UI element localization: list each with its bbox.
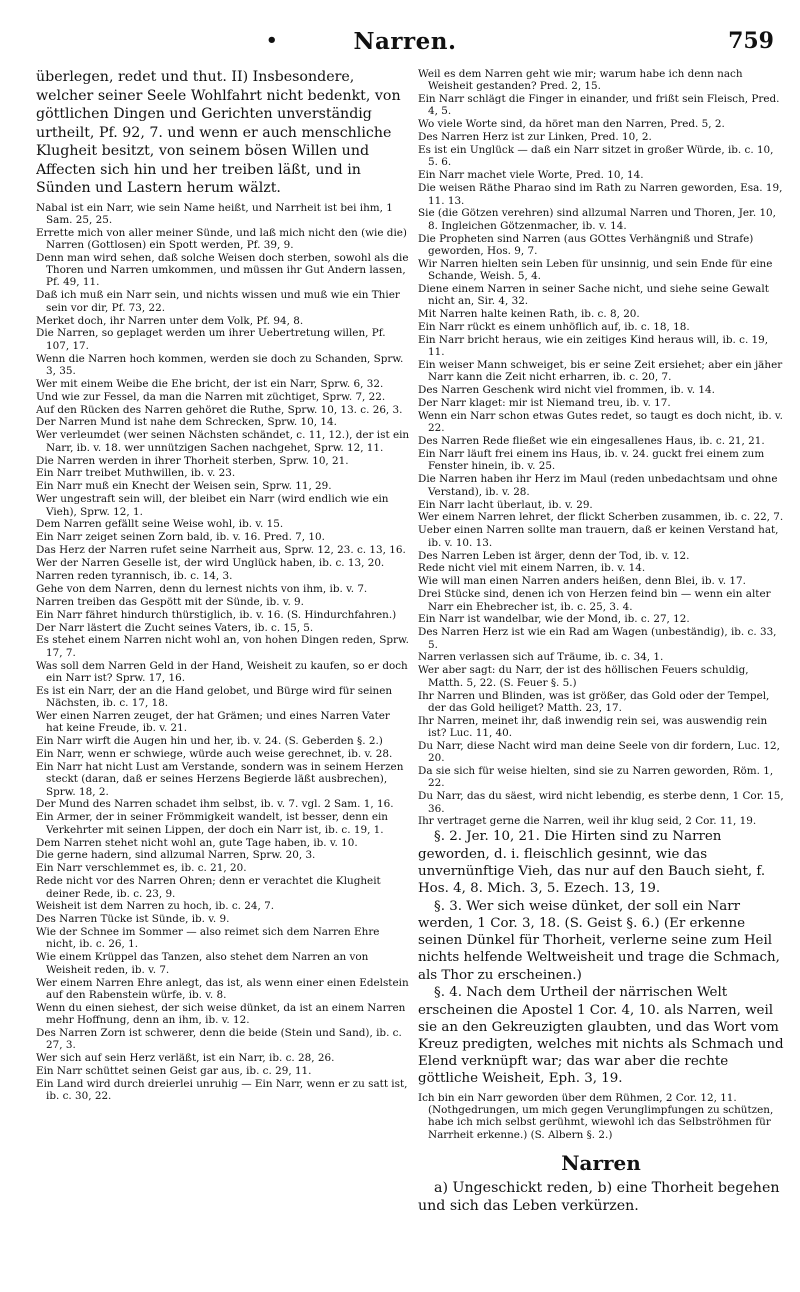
citation-entry: Wie der Schnee im Sommer — also reimet sich dem Narren Ehre nicht, ib. c. 26, 1. xyxy=(36,926,380,951)
citation-entry: Ich bin ein Narr geworden über dem Rühmen, 2 Cor. 12, 11. (Nothgedrungen, um mich gegen Verunglimpfungen zu schützen, habe ich mich selbst gerühmt, wiewohl ich das Selbströhmen für Narrheit erkenne.) (S. Albern §. 2.) xyxy=(418,1091,774,1141)
citation-entry: Die Narren, so geplaget werden um ihrer Uebertretung willen, Pf. 107, 17. xyxy=(36,327,386,352)
citation-entry: Ihr vertraget gerne die Narren, weil ihr klug seid, 2 Cor. 11, 19. xyxy=(418,815,757,828)
citation-entry: Ueber einen Narren sollte man trauern, daß er keinen Verstand hat, ib. v. 10. 13. xyxy=(418,524,779,549)
citation-entry: Nabal ist ein Narr, wie sein Name heißt, und Narrheit ist bei ihm, 1 Sam. 25, 25. xyxy=(36,201,393,226)
citation-entry: Was soll dem Narren Geld in der Hand, Weisheit zu kaufen, so er doch ein Narr ist? Sprw. 17, 16. xyxy=(36,659,408,684)
citation-entry: Des Narren Geschenk wird nicht viel frommen, ib. v. 14. xyxy=(418,384,715,397)
citation-entry: Ein Narr ist wandelbar, wie der Mond, ib. c. 27, 12. xyxy=(418,613,690,626)
citation-entry: Ein weiser Mann schweiget, bis er seine Zeit ersiehet; aber ein jäher Narr kann die Zeit nicht erharren, ib. c. 20, 7. xyxy=(418,359,783,384)
section-paragraph: §. 4. Nach dem Urtheil der närrischen Welt erscheinen die Apostel 1 Cor. 4, 10. als Narren, weil sie an den Gekreuzigten glaubten, und das Wort vom Kreuz predigten, welches mit nichts als Schmach und Elend verknüpft war; das war aber die rechte göttliche Weisheit, Eph. 3, 19. xyxy=(418,985,784,1087)
citation-entry: Des Narren Rede fließet wie ein eingesallenes Haus, ib. c. 21, 21. xyxy=(418,435,765,448)
citation-entry: Des Narren Zorn ist schwerer, denn die beide (Stein und Sand), ib. c. 27, 3. xyxy=(36,1026,402,1052)
citation-entry: Der Mund des Narren schadet ihm selbst, ib. v. 7. vgl. 2 Sam. 1, 16. xyxy=(36,798,394,811)
citation-entry: Du Narr, diese Nacht wird man deine Seele von dir fordern, Luc. 12, 20. xyxy=(418,739,780,765)
citation-entry: Weisheit ist dem Narren zu hoch, ib. c. 24, 7. xyxy=(36,900,275,913)
citation-entry: Wenn du einen siehest, der sich weise dünket, da ist an einem Narren mehr Hoffnung, denn an ihm, ib. v. 12. xyxy=(36,1001,406,1027)
citation-entry: Denn man wird sehen, daß solche Weisen doch sterben, sowohl als die Thoren und Narren umkommen, und müssen ihr Gut Andern lassen, Pf. 49, 11. xyxy=(36,251,409,289)
citation-entry: Du Narr, das du säest, wird nicht lebendig, es sterbe denn, 1 Cor. 15, 36. xyxy=(418,790,784,815)
citation-entry: Ein Narr machet viele Worte, Pred. 10, 14. xyxy=(418,169,644,182)
page-header xyxy=(36,28,774,60)
citation-entry: Narren verlassen sich auf Träume, ib. c. 34, 1. xyxy=(418,651,664,664)
citation-entry: Ein Narr bricht heraus, wie ein zeitiges Kind heraus will, ib. c. 19, 11. xyxy=(418,333,769,359)
citation-entry: Der Narr lästert die Zucht seines Vaters, ib. c. 15, 5. xyxy=(36,621,314,634)
citation-entry: Wer verleumdet (wer seinen Nächsten schändet, c. 11, 12.), der ist ein Narr, ib. v. 18. wer unnützigen Sachen nachgehet, Sprw. 12, 11. xyxy=(36,429,410,454)
citation-entry: Dem Narren gefällt seine Weise wohl, ib. v. 15. xyxy=(36,518,284,531)
citation-entry: Ein Armer, der in seiner Frömmigkeit wandelt, ist besser, denn ein Verkehrter mit seinen Lippen, der doch ein Narr ist, ib. c. 19, 1. xyxy=(36,811,388,836)
section-paragraph: §. 2. Jer. 10, 21. Die Hirten sind zu Narren geworden, d. i. fleischlich gesinnt, wie das unvernünftige Vieh, das nur auf den Bauch sieht, f. Hos. 4, 8. Mich. 3, 5. Ezech. 13, 19. xyxy=(418,829,766,896)
citation-entry: Es ist ein Narr, der an die Hand gelobet, und Bürge wird für seinen Nächsten, ib. c. 17, 18. xyxy=(36,684,393,710)
citation-entry: Merket doch, ihr Narren unter dem Volk, Pf. 94, 8. xyxy=(36,314,304,327)
citation-entry: Narren treiben das Gespött mit der Sünde, ib. v. 9. xyxy=(36,595,304,608)
citation-entry: Wenn ein Narr schon etwas Gutes redet, so taugt es doch nicht, ib. v. 22. xyxy=(418,410,783,435)
right-column xyxy=(418,68,784,1280)
citation-entry: Ein Land wird durch dreierlei unruhig — Ein Narr, wenn er zu satt ist, ib. c. 30, 22. xyxy=(36,1077,408,1103)
citation-entry: Ein Narr lacht überlaut, ib. v. 29. xyxy=(418,498,593,511)
citation-entry: Das Herz der Narren rufet seine Narrheit aus, Sprw. 12, 23. c. 13, 16. xyxy=(36,544,406,557)
citation-entry: Wie will man einen Narren anders heißen, denn Blei, ib. v. 17. xyxy=(418,575,746,588)
citation-entry: Ein Narr, wenn er schwiege, würde auch weise gerechnet, ib. v. 28. xyxy=(36,748,393,761)
section-paragraph: §. 3. Wer sich weise dünket, der soll ein Narr werden, 1 Cor. 3, 18. (S. Geist §. 6.) (Er erkenne seinen Dünkel für Thorheit, verlerne seine zum Heil nichts helfende Weltweisheit und trage die Schmach, als Thor zu erscheinen.) xyxy=(418,898,780,983)
citation-entry: Wo viele Worte sind, da höret man den Narren, Pred. 5, 2. xyxy=(418,118,725,131)
citation-entry: Wie einem Krüppel das Tanzen, also stehet dem Narren an von Weisheit reden, ib. v. 7. xyxy=(36,951,369,976)
citation-entry: Auf den Rücken des Narren gehöret die Ruthe, Sprw. 10, 13. c. 26, 3. xyxy=(36,403,403,416)
citation-entry: Ein Narr schlägt die Finger in einander, und frißt sein Fleisch, Pred. 4, 5. xyxy=(418,93,780,118)
citation-entry: Dem Narren stehet nicht wohl an, gute Tage haben, ib. v. 10. xyxy=(36,836,358,849)
page-number: 759 xyxy=(728,28,774,54)
citation-entry: Es stehet einem Narren nicht wohl an, von hohen Dingen reden, Sprw. 17, 7. xyxy=(36,634,409,659)
citation-entry: Des Narren Leben ist ärger, denn der Tod, ib. v. 12. xyxy=(418,549,690,562)
citation-entry: Errette mich von aller meiner Sünde, und laß mich nicht den (wie die) Narren (Gottlosen) ein Spott werden, Pf. 39, 9. xyxy=(36,226,407,251)
citation-entry: Ein Narr treibet Muthwillen, ib. v. 23. xyxy=(36,467,236,480)
citation-entry: Wer einen Narren zeuget, der hat Grämen; und eines Narren Vater hat keine Freude, ib. v. 21. xyxy=(36,710,390,735)
section-heading: Narren xyxy=(561,1150,641,1175)
citation-entry: Die Narren werden in ihrer Thorheit sterben, Sprw. 10, 21. xyxy=(36,454,349,467)
section-body: a) Ungeschickt reden, b) eine Thorheit begehen und sich das Leben verkürzen. xyxy=(418,1179,780,1215)
citation-entry: Ein Narr zeiget seinen Zorn bald, ib. v. 16. Pred. 7, 10. xyxy=(36,531,325,544)
citation-entry: Die weisen Räthe Pharao sind im Rath zu Narren geworden, Esa. 19, 11. 13. xyxy=(418,182,783,207)
citation-entry: Wir Narren hielten sein Leben für unsinnig, und sein Ende für eine Schande, Weish. 5, 4. xyxy=(418,257,773,283)
citation-entry: Da sie sich für weise hielten, sind sie zu Narren geworden, Röm. 1, 22. xyxy=(418,765,774,790)
citation-entry: Ihr Narren und Blinden, was ist größer, das Gold oder der Tempel, der das Gold heiliget? Matth. 23, 17. xyxy=(418,689,770,714)
citation-entry: Ein Narr muß ein Knecht der Weisen sein, Sprw. 11, 29. xyxy=(36,480,332,493)
citation-entry: Wer einem Narren lehret, der flickt Scherben zusammen, ib. c. 22, 7. xyxy=(418,511,784,524)
citation-entry: Sie (die Götzen verehren) sind allzumal Narren und Thoren, Jer. 10, 8. Ingleichen Götzenmacher, ib. v. 14. xyxy=(418,207,776,232)
citation-entry: Rede nicht vor des Narren Ohren; denn er verachtet die Klugheit deiner Rede, ib. c. 23, 9. xyxy=(36,875,381,900)
citation-entry: Des Narren Herz ist wie ein Rad am Wagen (unbeständig), ib. c. 33, 5. xyxy=(418,626,777,651)
citation-entry: Daß ich muß ein Narr sein, und nichts wissen und muß wie ein Thier sein vor dir, Pf. 73, 22. xyxy=(36,289,400,314)
page-title: Narren. xyxy=(353,28,457,55)
citation-entry: Ein Narr schüttet seinen Geist gar aus, ib. c. 29, 11. xyxy=(36,1065,312,1077)
citation-entry: Es ist ein Unglück — daß ein Narr sitzet in großer Würde, ib. c. 10, 5. 6. xyxy=(418,144,774,169)
citation-entry: Narren reden tyrannisch, ib. c. 14, 3. xyxy=(36,569,233,582)
citation-entry: Der Narren Mund ist nahe dem Schrecken, Sprw. 10, 14. xyxy=(36,416,337,429)
citation-entry: Wenn die Narren hoch kommen, werden sie doch zu Schanden, Sprw. 3, 35. xyxy=(36,352,404,377)
citation-entry: Der Narr klaget: mir ist Niemand treu, ib. v. 17. xyxy=(418,397,671,410)
citation-entry: Wer aber sagt: du Narr, der ist des höllischen Feuers schuldig, Matth. 5, 22. (S. Feuer §. 5.) xyxy=(418,664,749,689)
citation-entry: Weil es dem Narren geht wie mir; warum habe ich denn nach Weisheit gestanden? Pred. 2, 15. xyxy=(418,68,743,93)
citation-entry: Ein Narr wirft die Augen hin und her, ib. v. 24. (S. Geberden §. 2.) xyxy=(36,735,383,748)
citation-entry: Die Narren haben ihr Herz im Maul (reden unbedachtsam und ohne Verstand), ib. v. 28. xyxy=(418,473,778,498)
citation-entry: Diene einem Narren in seiner Sache nicht, und siehe seine Gewalt nicht an, Sir. 4, 32. xyxy=(418,282,769,308)
citation-entry: Wer mit einem Weibe die Ehe bricht, der ist ein Narr, Sprw. 6, 32. xyxy=(36,377,384,390)
citation-entry: Die gerne hadern, sind allzumal Narren, Sprw. 20, 3. xyxy=(36,849,316,862)
citation-entry: Ein Narr läuft frei einem ins Haus, ib. v. 24. guckt frei einem zum Fenster hinein, ib. v. 25. xyxy=(418,448,765,473)
citation-entry: Und wie zur Fessel, da man die Narren mit züchtiget, Sprw. 7, 22. xyxy=(36,390,386,403)
citation-entry: Mit Narren halte keinen Rath, ib. c. 8, 20. xyxy=(418,308,640,321)
citation-entry: Ein Narr hat nicht Lust am Verstande, sondern was in seinem Herzen steckt (daran, daß er seines Herzens Begierde läßt ausbrechen), Sprw. 18, 2. xyxy=(36,760,404,798)
left-column xyxy=(36,68,410,1280)
citation-entry: Gehe von dem Narren, denn du lernest nichts von ihm, ib. v. 7. xyxy=(36,582,368,595)
citation-entry: Des Narren Tücke ist Sünde, ib. v. 9. xyxy=(36,913,230,926)
citation-entry: Des Narren Herz ist zur Linken, Pred. 10, 2. xyxy=(418,131,652,144)
citation-entry: Ihr Narren, meinet ihr, daß inwendig rein sei, was auswendig rein ist? Luc. 11, 40. xyxy=(418,714,768,740)
citation-entry: Wer sich auf sein Herz verläßt, ist ein Narr, ib. c. 28, 26. xyxy=(36,1052,335,1065)
citation-entry: Die Propheten sind Narren (aus GOttes Verhängniß und Strafe) geworden, Hos. 9, 7. xyxy=(418,232,754,257)
citation-entry: Wer der Narren Geselle ist, der wird Unglück haben, ib. c. 13, 20. xyxy=(36,557,385,570)
citation-entry: Drei Stücke sind, denen ich von Herzen feind bin — wenn ein alter Narr ein Ehebrecher ist, ib. c. 25, 3. 4. xyxy=(418,588,771,613)
lead-paragraph: überlegen, redet und thut. II) Insbesondere, welcher seiner Seele Wohlfahrt nicht bedenkt, von göttlichen Dingen und Gerichten unverständig urtheilt, Pf. 92, 7. und wenn er auch menschliche Klugheit besitzt, von seinem bösen Willen und Affecten sich hin und her treiben läßt, und in Sünden und Lastern herum wälzt. xyxy=(36,69,401,196)
citation-entry: Ein Narr fähret hindurch thürstiglich, ib. v. 16. (S. Hindurchfahren.) xyxy=(36,608,397,621)
citation-entry: Rede nicht viel mit einem Narren, ib. v. 14. xyxy=(418,562,646,575)
citation-entry: Ein Narr rückt es einem unhöflich auf, ib. c. 18, 18. xyxy=(418,321,690,334)
citation-entry: Wer ungestraft sein will, der bleibet ein Narr (wird endlich wie ein Vieh), Sprw. 12, 1. xyxy=(36,493,389,518)
header-bullet: • xyxy=(266,30,278,51)
citation-entry: Wer einem Narren Ehre anlegt, das ist, als wenn einer einen Edelstein auf den Rabenstein würfe, ib. v. 8. xyxy=(36,976,409,1001)
citation-entry: Ein Narr verschlemmet es, ib. c. 21, 20. xyxy=(36,862,247,875)
